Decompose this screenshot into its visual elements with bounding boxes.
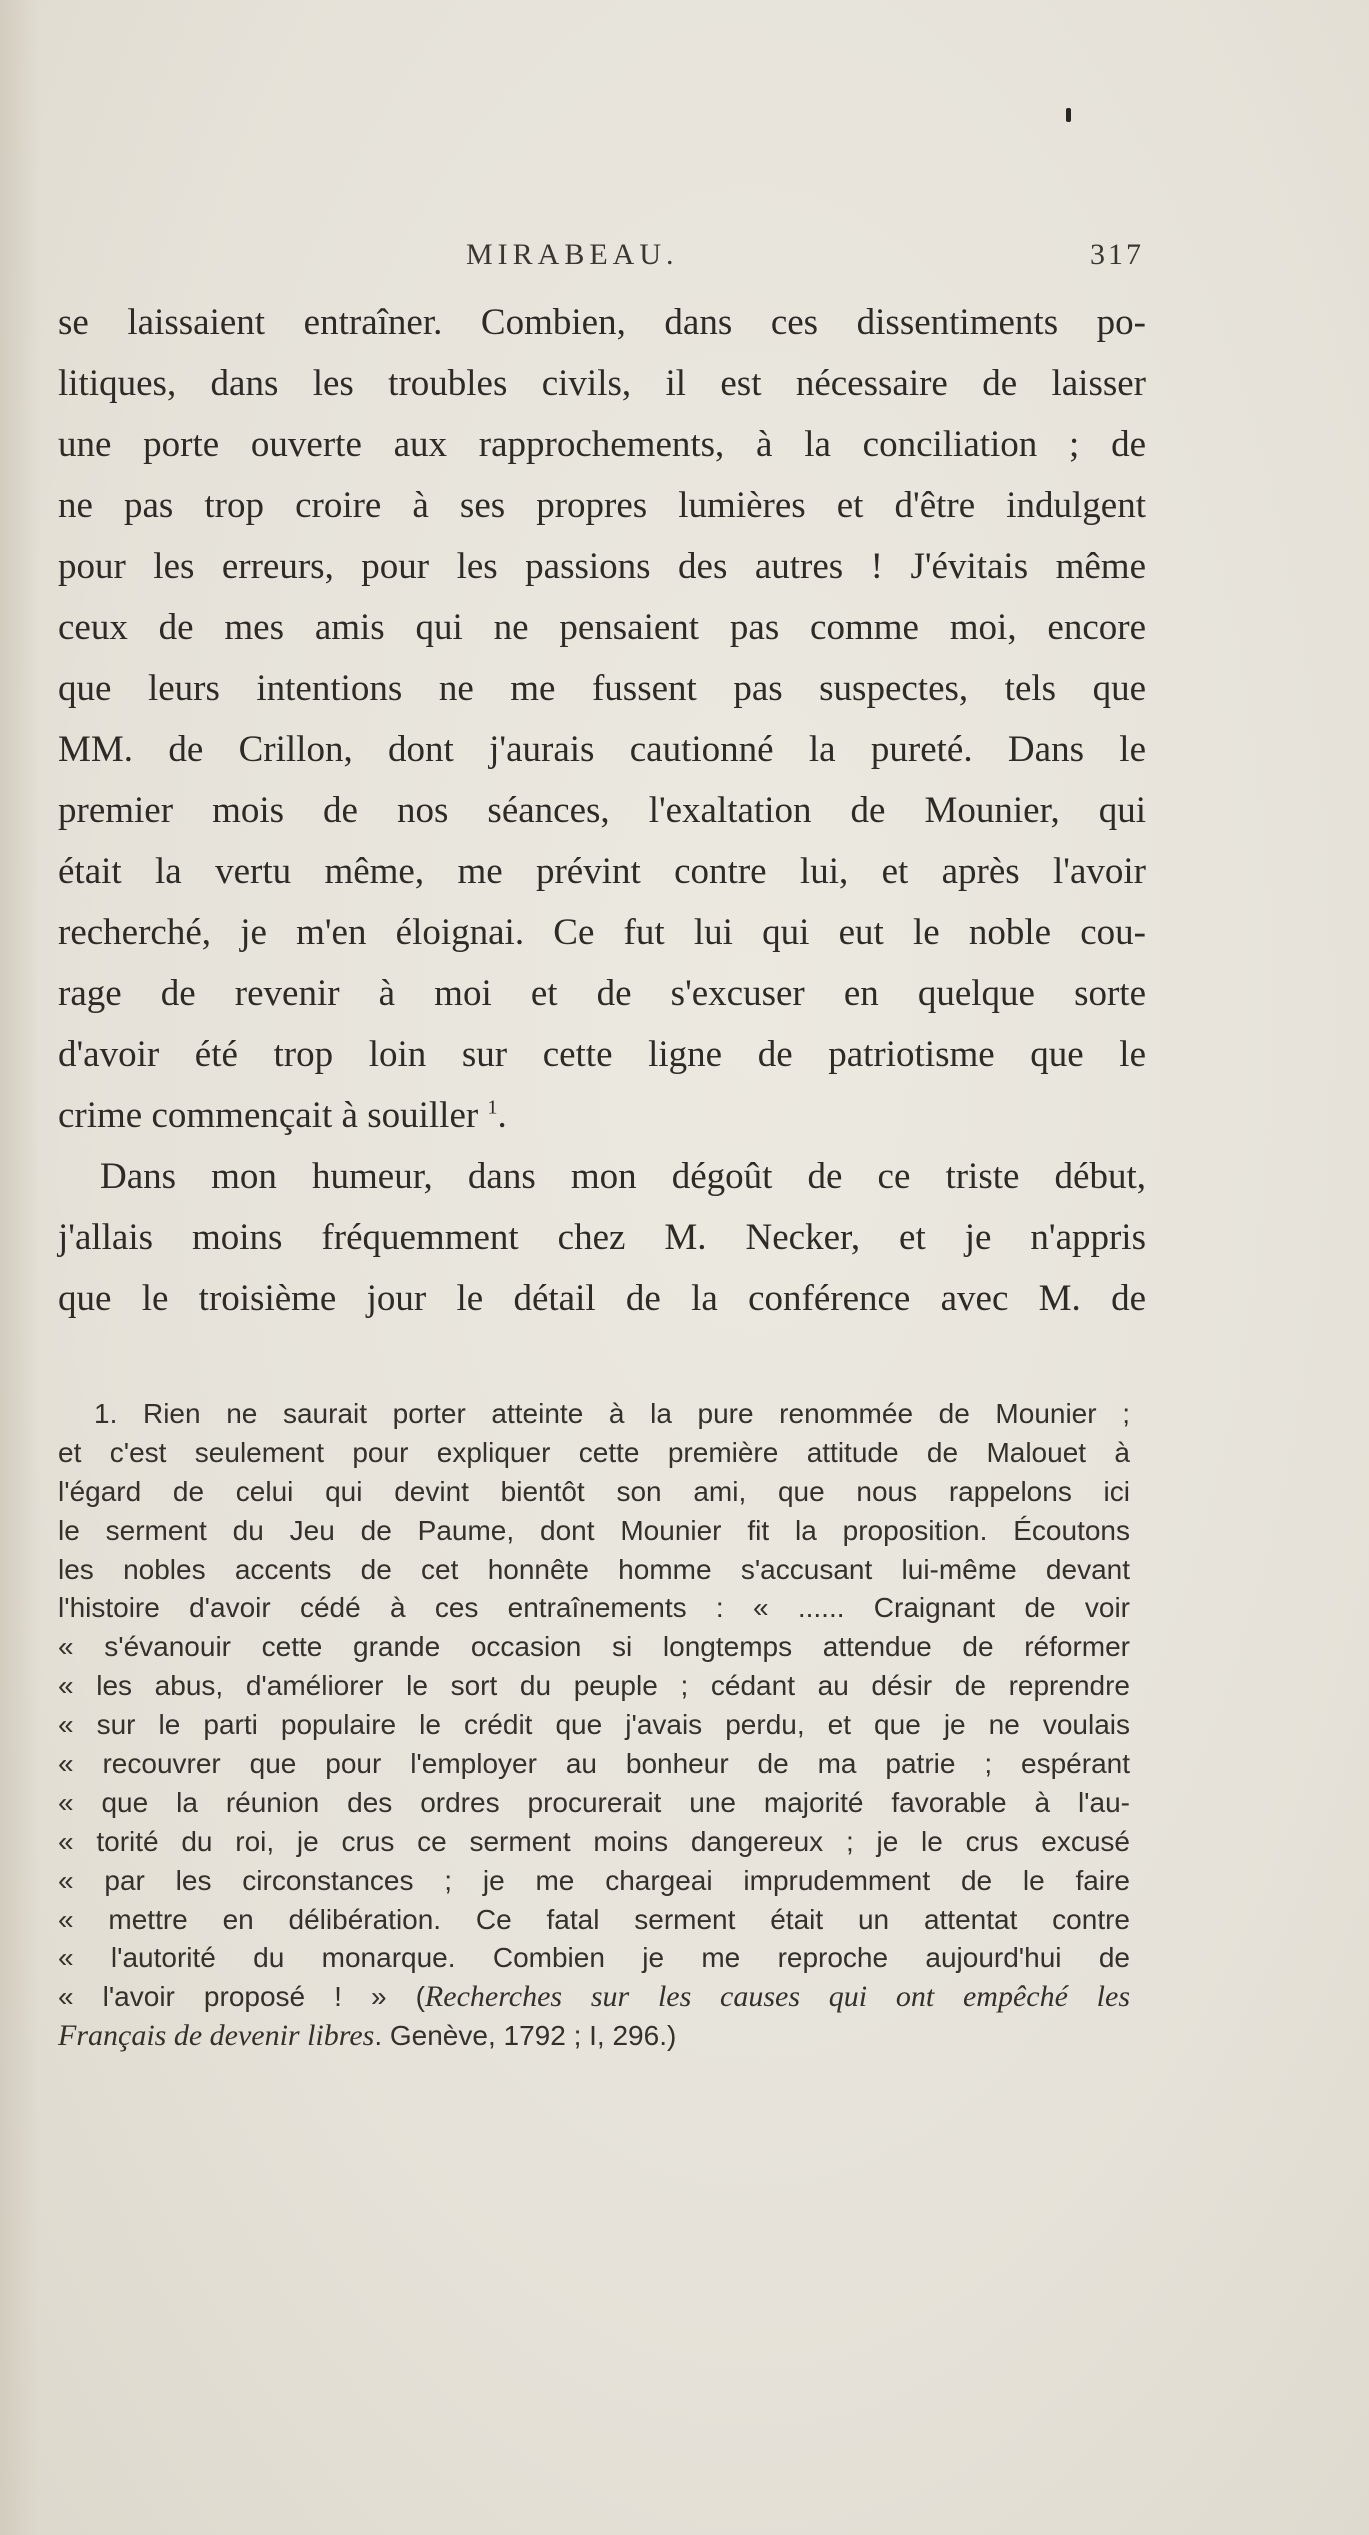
citation-title-continued: Français de devenir libres <box>58 2019 375 2053</box>
body-line: une porte ouverte aux rapprochements, à la conciliation ; de <box>58 424 1146 465</box>
page-gutter-shadow <box>0 0 40 2535</box>
body-line: que leurs intentions ne me fussent pas suspectes, tels que <box>58 668 1146 709</box>
footnote-citation-line <box>58 1978 1130 2017</box>
body-line: que le troisième jour le détail de la conférence avec M. de <box>58 1278 1146 1319</box>
body-line-with-footnote-ref <box>58 1085 1146 1146</box>
page-number: 317 <box>1090 238 1144 271</box>
body-line: recherché, je m'en éloignai. Ce fut lui qui eut le noble cou- <box>58 912 1146 953</box>
footnote-line: « l'autorité du monarque. Combien je me reproche aujourd'hui de <box>58 1942 1130 1974</box>
body-text <box>58 292 1146 1329</box>
body-line: MM. de Crillon, dont j'aurais cautionné la pureté. Dans le <box>58 729 1146 770</box>
body-line: ne pas trop croire à ses propres lumières et d'être indulgent <box>58 485 1146 526</box>
footnote <box>58 1395 1130 2056</box>
ink-speck <box>1066 108 1071 122</box>
footnote-citation-line <box>58 2017 1130 2056</box>
body-line: se laissaient entraîner. Combien, dans ces dissentiments po- <box>58 302 1146 343</box>
footnote-line: l'histoire d'avoir cédé à ces entraînements : « ...... Craignant de voir <box>58 1592 1130 1624</box>
footnote-line: « que la réunion des ordres procurerait une majorité favorable à l'au- <box>58 1786 1130 1818</box>
footnote-line: l'égard de celui qui devint bientôt son ami, que nous rappelons ici <box>58 1475 1130 1507</box>
body-line: litiques, dans les troubles civils, il est nécessaire de laisser <box>58 363 1146 404</box>
footnote-line: « par les circonstances ; je me chargeai imprudemment de le faire <box>58 1864 1130 1896</box>
body-line: était la vertu même, me prévint contre lui, et après l'avoir <box>58 851 1146 892</box>
body-line: pour les erreurs, pour les passions des autres ! J'évitais même <box>58 546 1146 587</box>
footnote-reference: 1 <box>487 1096 498 1119</box>
body-line: rage de revenir à moi et de s'excuser en quelque sorte <box>58 973 1146 1014</box>
footnote-line: « mettre en délibération. Ce fatal serment était un attentat contre <box>58 1903 1130 1935</box>
footnote-line: « les abus, d'améliorer le sort du peuple ; cédant au désir de reprendre <box>58 1670 1130 1702</box>
body-line: j'allais moins fréquemment chez M. Necker, et je n'appris <box>58 1217 1146 1258</box>
footnote-line: « torité du roi, je crus ce serment moins dangereux ; je le crus excusé <box>58 1825 1130 1857</box>
footnote-line: et c'est seulement pour expliquer cette première attitude de Malouet à <box>58 1436 1130 1468</box>
citation-title: Recherches sur les causes qui ont empêché les <box>424 1980 1130 2014</box>
citation-source: . Genève, 1792 ; I, 296.) <box>374 2020 677 2052</box>
body-line: ceux de mes amis qui ne pensaient pas comme moi, encore <box>58 607 1146 648</box>
running-head <box>58 238 1144 282</box>
body-line: d'avoir été trop loin sur cette ligne de patriotisme que le <box>58 1034 1146 1075</box>
footnote-line: « recouvrer que pour l'employer au bonheur de ma patrie ; espérant <box>58 1748 1130 1780</box>
footnote-line: les nobles accents de cet honnête homme s'accusant lui-même devant <box>58 1553 1130 1585</box>
sentence-period: . <box>497 1095 507 1136</box>
body-line-text: crime commençait à souiller <box>58 1095 479 1136</box>
footnote-text: « l'avoir proposé ! » ( <box>58 1981 425 2013</box>
footnote-line: « s'évanouir cette grande occasion si longtemps attendue de réformer <box>58 1631 1130 1663</box>
footnote-line: « sur le parti populaire le crédit que j'avais perdu, et que je ne voulais <box>58 1709 1130 1741</box>
footnote-line: 1. Rien ne saurait porter atteinte à la pure renommée de Mounier ; <box>94 1398 1130 1429</box>
running-title: MIRABEAU. <box>466 238 679 271</box>
body-line-paragraph-start: Dans mon humeur, dans mon dégoût de ce triste début, <box>100 1156 1146 1197</box>
footnote-line: le serment du Jeu de Paume, dont Mounier fit la proposition. Écoutons <box>58 1514 1130 1546</box>
body-line: premier mois de nos séances, l'exaltation de Mounier, qui <box>58 790 1146 831</box>
